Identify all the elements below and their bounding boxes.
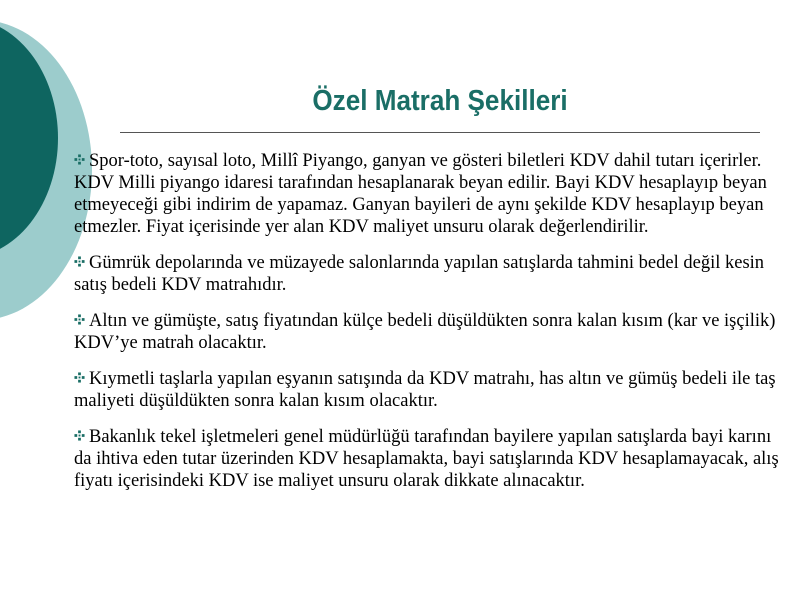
bullet-text: Bakanlık tekel işletmeleri genel müdürlüğü tarafından bayilere yapılan satışlarda bayi karını da ihtiva eden tutar üzerinden KDV hesaplamakta, bayi satışlarında KDV hesaplamayacak, alış fiyatı içerisindeki KDV ise maliyet unsuru olarak dikkate alınacaktır. xyxy=(74,427,779,491)
bullet-list xyxy=(74,150,779,506)
bullet-text: Kıymetli taşlarla yapılan eşyanın satışında da KDV matrahı, has altın ve gümüş bedeli ile taş maliyeti düşüldükten sonra kalan kısım olacaktır. xyxy=(74,369,776,411)
diamond-dots-icon xyxy=(74,154,85,165)
bullet-item xyxy=(74,310,779,354)
bullet-item xyxy=(74,426,779,492)
bullet-text: Altın ve gümüşte, satış fiyatından külçe bedeli düşüldükten sonra kalan kısım (kar ve işçilik) KDV’ye matrah olacaktır. xyxy=(74,311,776,353)
diamond-dots-icon xyxy=(74,314,85,325)
diamond-dots-icon xyxy=(74,372,85,383)
title-divider xyxy=(120,132,760,133)
diamond-dots-icon xyxy=(74,256,85,267)
bullet-item xyxy=(74,368,779,412)
slide-title: Özel Matrah Şekilleri xyxy=(312,85,568,117)
diamond-dots-icon xyxy=(74,430,85,441)
bullet-item xyxy=(74,150,779,238)
bullet-item xyxy=(74,252,779,296)
bullet-text: Gümrük depolarında ve müzayede salonlarında yapılan satışlarda tahmini bedel değil kesin satış bedeli KDV matrahıdır. xyxy=(74,253,765,295)
bullet-text: Spor-toto, sayısal loto, Millî Piyango, ganyan ve gösteri biletleri KDV dahil tutarı içerirler. KDV Milli piyango idaresi tarafından hesaplanarak beyan edilir. Bayi KDV hesaplayıp beyan etmeyeceği gibi indirim de yapamaz. Ganyan bayileri de aynı şekilde KDV hesaplayıp beyan etmezler. Fiyat içerisinde yer alan KDV maliyet unsuru olarak değerlendirilir. xyxy=(74,151,767,237)
